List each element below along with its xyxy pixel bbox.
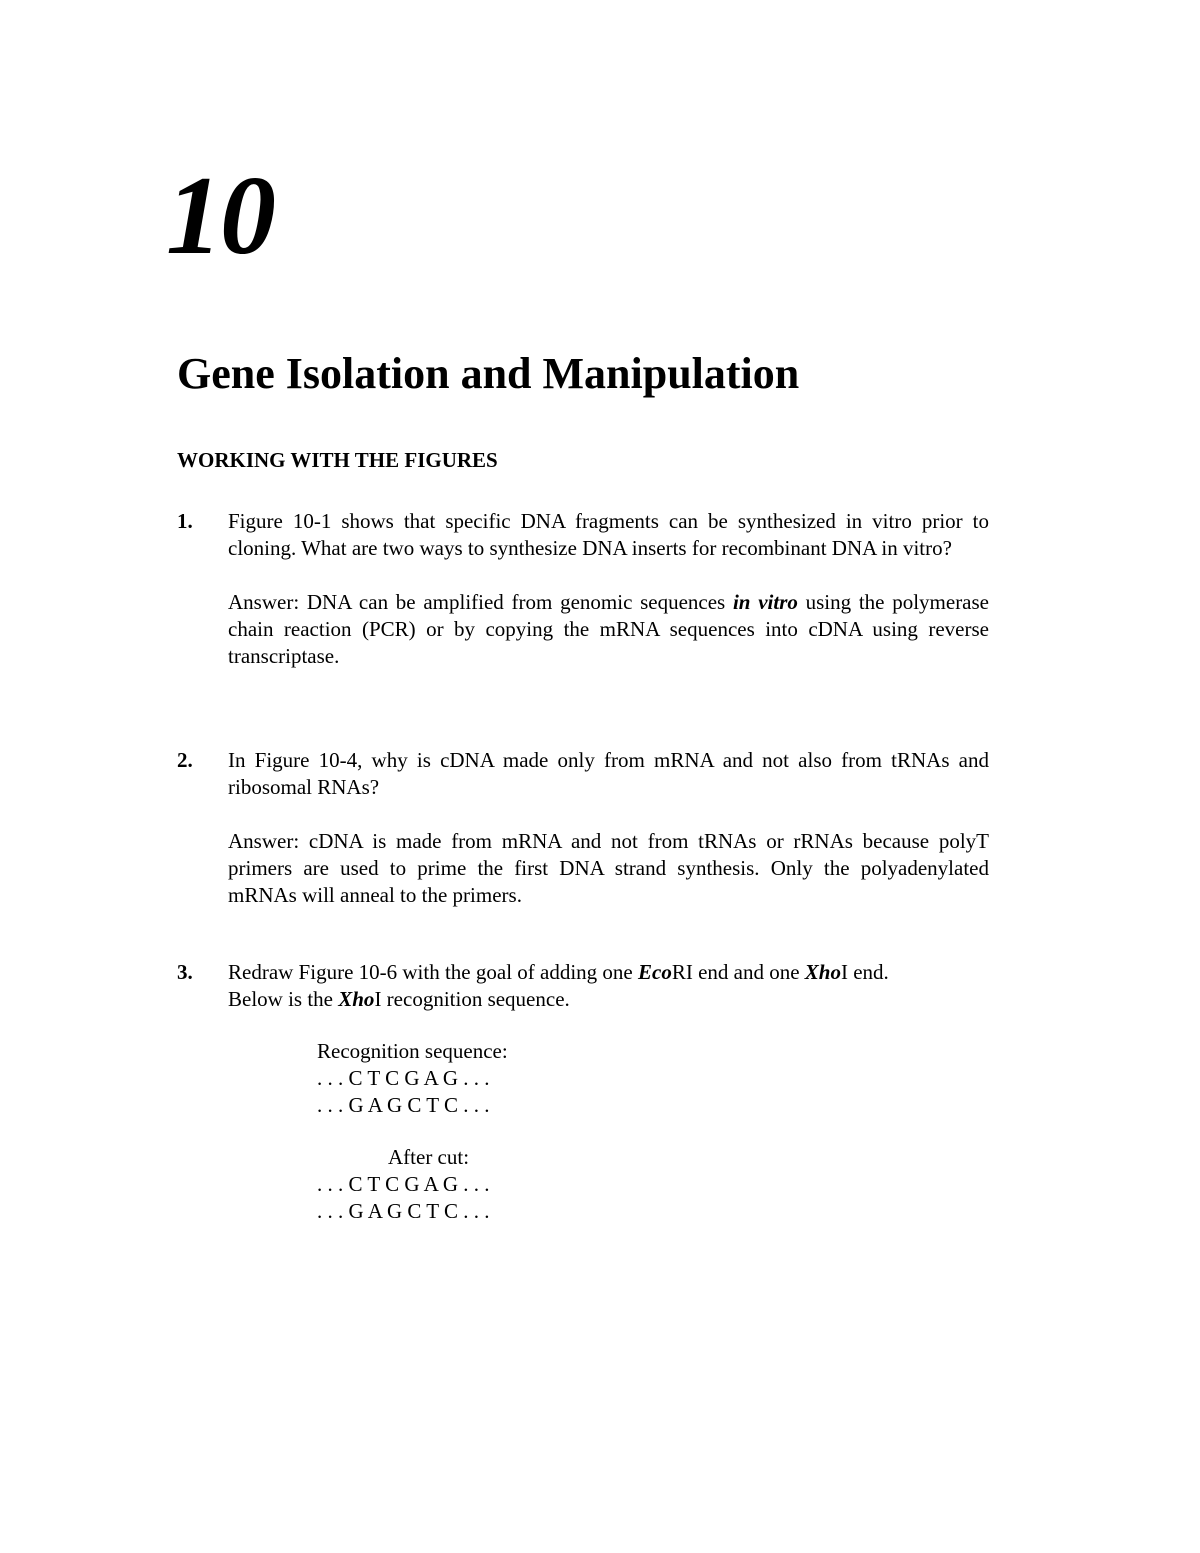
recognition-sequence-block: [317, 1038, 508, 1119]
answer-text: [228, 589, 989, 670]
question-text-line2: [228, 986, 989, 1013]
section-heading: WORKING WITH THE FIGURES: [177, 448, 498, 472]
question-text: Figure 10-1 shows that specific DNA fragments can be synthesized in vitro prior to cloning. What are two ways to synthesize DNA inserts for recombinant DNA in vitro?: [228, 509, 989, 560]
recognition-label: Recognition sequence:: [317, 1039, 508, 1063]
answer-text-end: using the polymerase chain reaction (PCR) or by copying the mRNA sequences into cDNA using reverse transcriptase.: [228, 590, 989, 668]
after-cut-top-strand: . . . C T C G A G . . .: [317, 1172, 490, 1196]
after-cut-label: After cut:: [388, 1145, 470, 1169]
question-text-end: I end.: [840, 960, 889, 984]
question-text-end: I recognition sequence.: [374, 987, 570, 1011]
italic-term: Xho: [804, 960, 841, 984]
question-3: [177, 959, 989, 1013]
question-1: [177, 508, 989, 670]
chapter-number: 10: [166, 154, 274, 278]
question-number: 2.: [177, 748, 193, 772]
question-number: 1.: [177, 509, 193, 533]
question-text: [228, 959, 989, 986]
after-cut-block: [317, 1144, 490, 1225]
question-text: In Figure 10-4, why is cDNA made only from mRNA and not also from tRNAs and ribosomal RNAs?: [228, 748, 989, 799]
question-2: [177, 747, 989, 909]
italic-term: Xho: [338, 987, 375, 1011]
recognition-top-strand: . . . C T C G A G . . .: [317, 1066, 490, 1090]
after-cut-bottom-strand: . . . G A G C T C . . .: [317, 1199, 490, 1223]
answer-text-start: Answer: DNA can be amplified from genomic sequences: [228, 590, 733, 614]
question-number: 3.: [177, 960, 193, 984]
question-text-start: Below is the: [228, 987, 339, 1011]
question-text-middle: RI end and one: [671, 960, 805, 984]
question-text-start: Redraw Figure 10-6 with the goal of adding one: [228, 960, 638, 984]
answer-text: Answer: cDNA is made from mRNA and not from tRNAs or rRNAs because polyT primers are used to prime the first DNA strand synthesis. Only the polyadenylated mRNAs will anneal to the primers.: [228, 829, 989, 907]
recognition-bottom-strand: . . . G A G C T C . . .: [317, 1093, 490, 1117]
chapter-title: Gene Isolation and Manipulation: [177, 349, 800, 398]
italic-term: in vitro: [732, 590, 798, 614]
italic-term: Eco: [638, 960, 672, 984]
